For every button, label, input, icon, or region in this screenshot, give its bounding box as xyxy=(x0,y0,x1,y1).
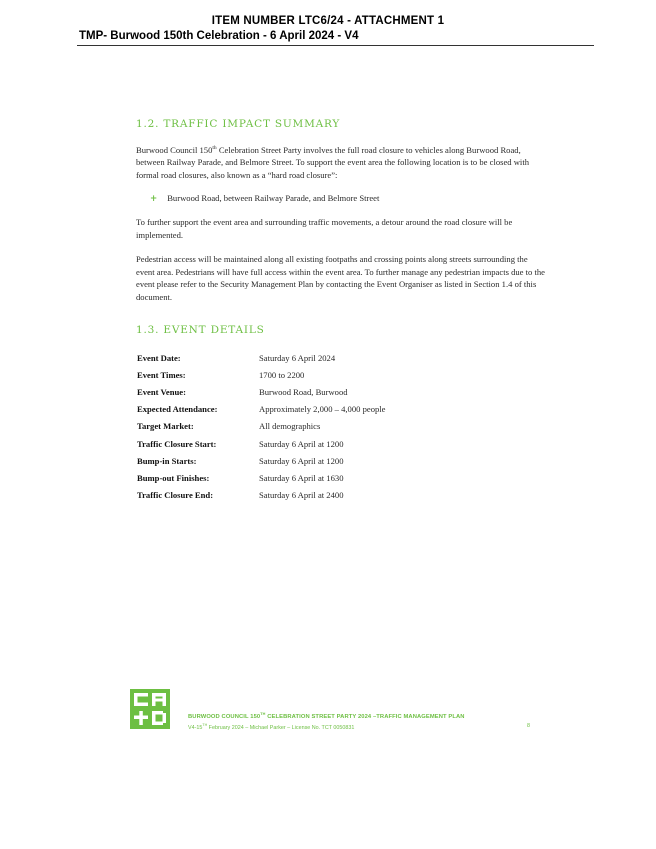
detail-value: 1700 to 2200 xyxy=(259,369,305,380)
detail-row xyxy=(137,469,386,486)
footer-version-superscript: TH xyxy=(202,723,208,727)
detail-row xyxy=(137,383,386,400)
detail-row xyxy=(137,349,386,366)
detail-value: Saturday 6 April 2024 xyxy=(259,352,336,363)
detail-value: Saturday 6 April at 1630 xyxy=(259,472,344,483)
document-subtitle: TMP- Burwood 150th Celebration - 6 April 2024 - V4 xyxy=(79,30,359,42)
detail-value: Saturday 6 April at 2400 xyxy=(259,490,344,501)
detail-value: Saturday 6 April at 1200 xyxy=(259,438,344,449)
footer-title-end: CELEBRATION STREET PARTY 2024 –TRAFFIC MANAGEMENT PLAN xyxy=(265,713,465,720)
company-logo-icon xyxy=(130,689,170,729)
detail-row xyxy=(137,487,386,504)
detail-label: Target Market: xyxy=(137,421,194,432)
detail-label: Bump-out Finishes: xyxy=(137,472,210,483)
header-divider xyxy=(77,45,594,46)
detail-row xyxy=(137,435,386,452)
detail-value: All demographics xyxy=(259,421,321,432)
detail-label: Traffic Closure Start: xyxy=(137,438,217,449)
footer-title-superscript: TH xyxy=(260,712,266,716)
intro-text-start: Burwood Council 150 xyxy=(136,144,213,155)
pedestrian-paragraph: Pedestrian access will be maintained along all existing footpaths and crossing points along streets surrounding the event area. Pedestrians will have full access within the event area. To further manage any pedestrian impacts due to the event please refer to the Security Management Plan by contacting the Event Organiser as listed in Section 1.4 of this document. xyxy=(136,254,545,302)
detail-label: Event Date: xyxy=(137,352,181,363)
closure-bullet-text: Burwood Road, between Railway Parade, and Belmore Street xyxy=(167,193,380,203)
detour-paragraph: To further support the event area and surrounding traffic movements, a detour around the road closure will be implemented. xyxy=(136,217,513,240)
intro-text-end: Celebration Street Party involves the full road closure to vehicles along Burwood Road, between Railway Parade, and Belmore Street. To support the event area the following location is to be closed with formal road closures, also known as a “hard road closure”: xyxy=(136,144,530,180)
intro-superscript: th xyxy=(212,145,217,151)
detail-label: Event Venue: xyxy=(137,386,186,397)
detail-label: Bump-in Starts: xyxy=(137,455,197,466)
section-heading-event-details: 1.3. EVENT DETAILS xyxy=(136,324,265,336)
detail-label: Expected Attendance: xyxy=(137,404,218,415)
footer-plan-title xyxy=(188,712,465,720)
footer-title-start: BURWOOD COUNCIL 150 xyxy=(188,713,261,720)
closure-bullet-item xyxy=(150,192,379,205)
detail-row xyxy=(137,366,386,383)
traffic-impact-intro xyxy=(136,142,546,181)
item-number-header: ITEM NUMBER LTC6/24 - ATTACHMENT 1 xyxy=(211,15,445,27)
section-heading-traffic-impact: 1.2. TRAFFIC IMPACT SUMMARY xyxy=(136,118,341,130)
detail-row xyxy=(137,401,386,418)
detail-row xyxy=(137,418,386,435)
detail-label: Event Times: xyxy=(137,369,186,380)
plus-bullet-icon: + xyxy=(150,194,158,204)
detail-value: Saturday 6 April at 1200 xyxy=(259,455,344,466)
detail-value: Burwood Road, Burwood xyxy=(259,386,348,397)
page-number: 8 xyxy=(527,723,530,729)
detail-row xyxy=(137,452,386,469)
footer-version-start: V4-15 xyxy=(188,724,203,731)
footer-version-end: February 2024 – Michael Parker – License No. TCT 0050831 xyxy=(207,724,355,731)
detail-value: Approximately 2,000 – 4,000 people xyxy=(259,404,386,415)
detail-label: Traffic Closure End: xyxy=(137,490,214,501)
footer-version-line xyxy=(188,723,354,731)
event-details-table xyxy=(137,349,386,504)
